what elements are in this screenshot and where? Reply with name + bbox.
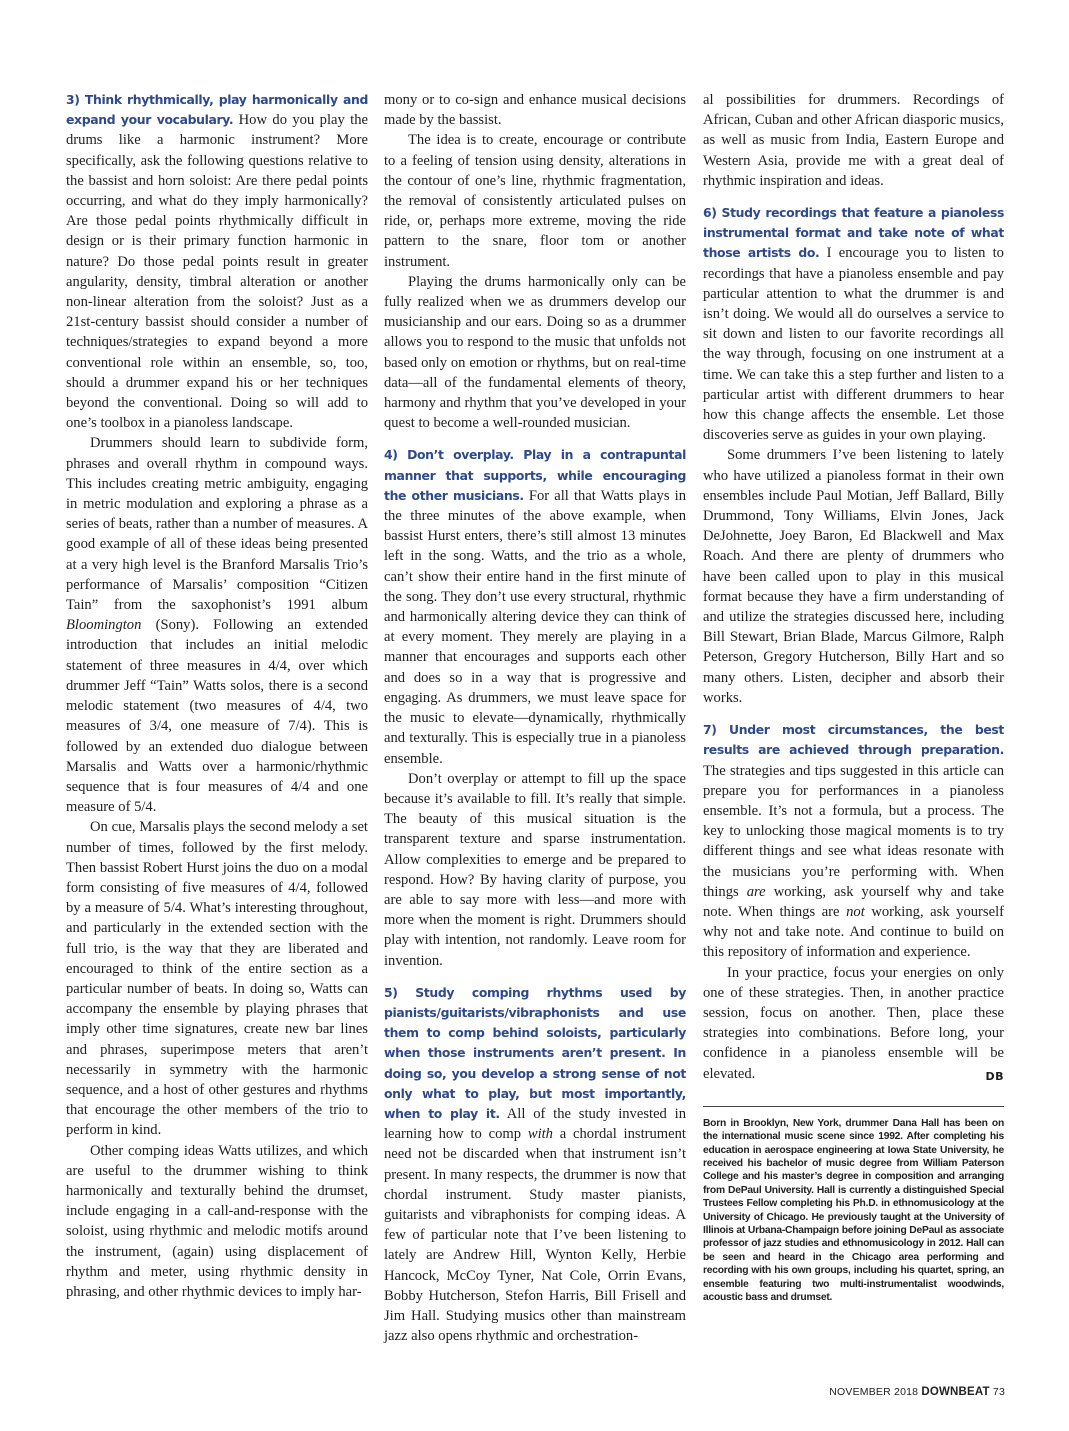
paragraph: The idea is to create, encourage or contribute to a feeling of tension using density, alterations in the contour of one’s line, rhythmic fragmentation, the removal of consistently articulated pulses on ride, or, perhaps more extreme, moving the ride pattern to the snare, floor tom or another instrument. bbox=[384, 132, 686, 270]
page-number: 73 bbox=[992, 1386, 1005, 1398]
paragraph: Some drummers I’ve been listening to lately who have utilized a pianoless format in their own ensembles include Paul Motian, Jeff Ballard, Billy Drummond, Tony Williams, Elvin Jones, Jack DeJohnette, Joey Baron, Ed Blackwell and Max Roach. And there are plenty of drummers who have been called upon to play in this musical format because they have a firm understanding of and utilize the strategies discussed here, including Bill Stewart, Brian Blade, Marcus Gilmore, Ralph Peterson, Gregory Hutcherson, Billy Hart and so many others. Listen, decipher and absorb their works. bbox=[703, 447, 1004, 706]
paragraph: mony or to co-sign and enhance musical decisions made by the bassist. bbox=[384, 92, 686, 129]
magazine-name: DOWNBEAT bbox=[921, 1386, 990, 1398]
paragraph: Drummers should learn to subdivide form, phrases and overall rhythm in compound ways. This includes creating metric ambiguity, engaging in metric modulation and exploring a phrase as a series of beats, rather than a number of measures. A good example of all of these ideas being presented at a very high level is the Branford Marsalis Trio’s performance of Marsalis’ composition “Citizen Tain” from the saxophonist’s 1991 album Bloomington (Sony). Following an extended introduction that includes an initial melodic statement of three measures in 4/4, over which drummer Jeff “Tain” Watts solos, there is a second melodic statement (two measures of 4/4, two measures of 3/4, one measure of 7/4). This is followed by an extended duo dialogue between Marsalis and Watts over a harmonic/rhythmic sequence that is four measures of 4/4 and one measure of 5/4. bbox=[66, 435, 368, 816]
paragraph: In your practice, focus your energies on only one of these strategies. Then, in another practice session, focus on another. Then, place these strategies into combinations. Before long, your confidence in a pianoless ensemble will be elevated. DB bbox=[703, 963, 1004, 1084]
column-3 bbox=[703, 86, 1004, 1304]
author-bio: Born in Brooklyn, New York, drummer Dana Hall has been on the international music scene since 1992. After completing his education in aerospace engineering at Iowa State University, he received his bachelor of music degree from William Paterson College and his master’s degree in composition and arranging from DePaul University. Hall is currently a distinguished Special Trustees Fellow completing his Ph.D. in ethnomusicology at the University of Chicago. He previously taught at the University of Illinois at Urbana-Champaign before joining DePaul as associate professor of jazz studies and ethnomusicology in 2012. Hall can be seen and heard in the Chicago area performing and recording with his own groups, including his quartet, spring, an ensemble featuring two multi-instrumentalist woodwinds, acoustic bass and drumset. bbox=[703, 1117, 1004, 1304]
section-7: 7) Under most circumstances, the best results are achieved through preparation. The strategies and tips suggested in this article can prepare you for performances in a pianoless ensemble. It’s not a formula, but a process. The key to unlocking those magical moments is to try different things and see what ideas resonate with the musicians you’re performing with. When things are working, ask yourself why and take note. When things are not working, ask yourself why not and take note. And continue to build on this repository of information and experience. bbox=[703, 722, 1004, 961]
bio-divider bbox=[703, 1106, 1004, 1107]
paragraph: On cue, Marsalis plays the second melody a set number of times, followed by the first melody. Then bassist Robert Hurst joins the duo on a modal form consisting of five measures of 4/4, followed by a measure of 5/4. What’s interesting throughout, and particularly in the extended section with the full trio, is the way that they are liberated and encouraged to think of the entire section as a particular number of beats. In doing so, Watts can accompany the ensemble by playing phrases that imply other time signatures, create new bar lines and phrases, superimpose meters that aren’t necessarily in symmetry with the harmonic sequence, and a host of other gestures and rhythms that encourage the other members of the trio to perform in kind. bbox=[66, 819, 368, 1139]
section-6-body: I encourage you to listen to recordings that have a pianoless ensemble and pay particular attention to what the drummer is and isn’t doing. We would all do ourselves a service to sit down and listen to our favorite recordings all the way through, focusing on one instrument at a time. We can take this a step further and listen to a particular artist with different drummers to hear how this change affects the ensemble. Let those discoveries serve as guides in your own playing. bbox=[703, 245, 1004, 444]
paragraph: al possibilities for drummers. Recordings of African, Cuban and other African diasporic musics, as well as music from India, Eastern Europe and Western Asia, provide me with a great deal of rhythmic inspiration and ideas. bbox=[703, 92, 1004, 189]
section-3-heading: 3) Think rhythmically, play harmonically and expand your vocabulary. bbox=[66, 92, 368, 128]
section-3-body: How do you play the drums like a harmonic instrument? More specifically, ask the following questions relative to the bassist and horn soloist: Are there pedal points occurring, and what do they imply harmonically? Are those pedal points rhythmically difficult in design or is their primary function harmonic in nature? Do those pedal points result in greater angularity, density, timbral alteration or another non-linear alteration from the soloist? Just as a 21st-century bassist should consider a number of techniques/strategies to expand beyond a more conventional role within an ensemble, so, too, should a drummer expand his or her techniques beyond the conventional. Doing so will add to one’s toolbox in a pianoless landscape. bbox=[66, 112, 368, 432]
issue-date: NOVEMBER 2018 bbox=[829, 1386, 919, 1398]
page-footer bbox=[829, 1386, 1005, 1398]
column-1 bbox=[66, 86, 368, 1302]
column-2 bbox=[384, 86, 686, 1346]
section-3 bbox=[66, 90, 368, 433]
paragraph: Other comping ideas Watts utilizes, and which are useful to the drummer wishing to think harmonically and texturally behind the drumset, include engaging in a call-and-response with the soloist, using rhythmic and melodic motifs around the instrument, (again) using displacement of rhythm and meter, using rhythmic density in phrasing, and other rhythmic devices to imply har- bbox=[66, 1142, 368, 1300]
section-4-body: For all that Watts plays in the three minutes of the above example, when bassist Hurst enters, there’s still almost 13 minutes left in the song. Watts, and the trio as a whole, can’t show their entire hand in the first minute of the song. They don’t use every structural, rhythmic and harmonically altering device they can think of at every moment. They merely are playing in a manner that encourages and supports each other and does so in a way that is progressive and engaging. As drummers, we must leave space for the music to elevate—dynamically, rhythmically and texturally. This is especially true in a pianoless ensemble. bbox=[384, 487, 687, 767]
section-7-heading: 7) Under most circumstances, the best results are achieved through preparation. bbox=[703, 722, 1004, 758]
section-5: 5) Study comping rhythms used by pianists/guitarists/vibraphonists and use them to comp behind soloists, particularly when those instruments aren’t present. In doing so, you develop a strong sense of not only what to play, but most importantly, when to play it. All of the study invested in learning how to comp with a chordal instrument need not be discarded when that instrument isn’t present. In many respects, the drummer is now that chordal instrument. Study master pianists, guitarists and vibraphonists for comping ideas. A few of particular note that I’ve been listening to lately are Andrew Hill, Wynton Kelly, Herbie Hancock, McCoy Tyner, Nat Cole, Orrin Evans, Bobby Hutcherson, Stefon Harris, Bill Frisell and Jim Hall. Studying musics other than mainstream jazz also opens rhythmic and orchestration- bbox=[384, 984, 686, 1345]
paragraph: Playing the drums harmonically only can be fully realized when we as drummers develop our musicianship and our ears. Doing so as a drummer allows you to respond to the music that unfolds not based only on emotion or rhythms, but on real-time data—all of the fundamental elements of theory, harmony and rhythm that you’ve developed in your quest to become a well-rounded musician. bbox=[384, 273, 686, 432]
section-5-heading: 5) Study comping rhythms used by pianists/guitarists/vibraphonists and use them to comp behind soloists, particularly when those instruments aren’t present. In doing so, you develop a strong sense of not only what to play, but most importantly, when to play it. bbox=[384, 984, 686, 1121]
section-6-heading: 6) Study recordings that feature a pianoless instrumental format and take note of what those artists do. bbox=[703, 205, 1004, 261]
album-title: Bloomington bbox=[66, 617, 142, 634]
paragraph: Don’t overplay or attempt to fill up the space because it’s available to fill. It’s really that simple. The beauty of this musical situation is the transparent texture and sparse instrumentation. Allow complexities to emerge and be prepared to respond. How? By having clarity of purpose, you are able to say more with less—and more with more when the moment is right. Drummers should play with intention, not randomly. Leave room for invention. bbox=[384, 770, 686, 969]
section-4-heading: 4) Don’t overplay. Play in a contrapuntal manner that supports, while encouraging the other musicians. bbox=[384, 447, 686, 503]
section-4 bbox=[384, 445, 686, 768]
end-mark: DB bbox=[985, 1069, 1004, 1083]
section-6 bbox=[703, 203, 1004, 445]
